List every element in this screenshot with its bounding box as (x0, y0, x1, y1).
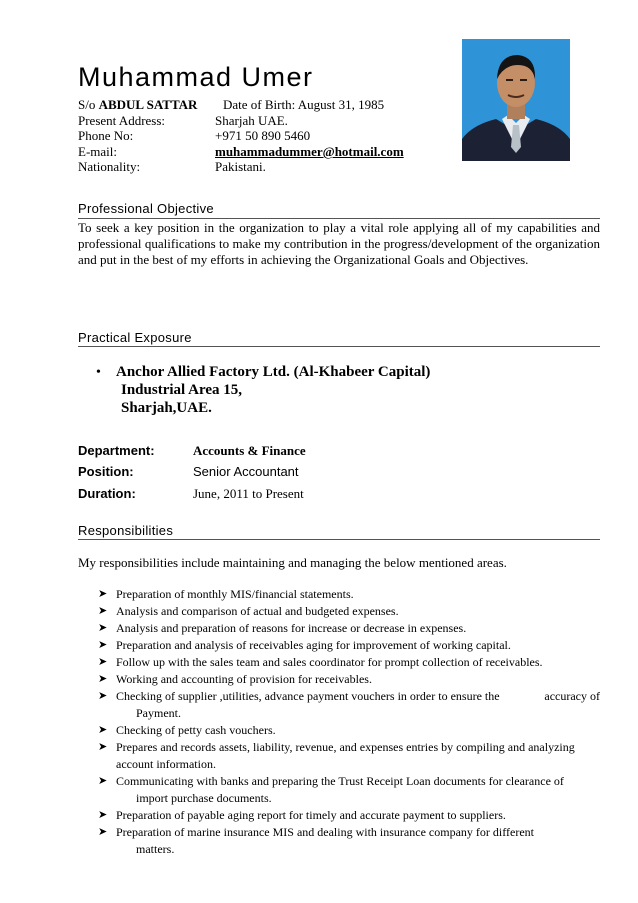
list-item-text: Analysis and preparation of reasons for increase or decrease in expenses. (116, 621, 467, 635)
email-link[interactable]: muhammadummer@hotmail.com (215, 144, 404, 159)
phone-label: Phone No: (78, 128, 134, 143)
list-item-text: Communicating with banks and preparing the Trust Receipt Loan documents for clearance of (116, 774, 564, 788)
arrow-bullet-icon: ➤ (98, 690, 108, 702)
list-item-text: Prepares and records assets, liability, revenue, and expenses entries by compiling and analyzing (116, 740, 575, 754)
objective-divider (78, 218, 600, 219)
list-item (98, 586, 600, 603)
exposure-divider (78, 346, 600, 347)
arrow-bullet-icon: ➤ (98, 673, 108, 685)
father-name: ABDUL SATTAR (98, 97, 198, 112)
dob-label: Date of Birth: (223, 97, 296, 112)
objective-text: To seek a key position in the organization to play a vital role applying all of my capabilities and professional qualifications to make my contribution in the progress/development of the organization and put in the best of my efforts in achieving the Organizational Goals and Objectives. (78, 220, 600, 267)
profile-photo (462, 39, 570, 161)
list-item (98, 603, 600, 620)
arrow-bullet-icon: ➤ (98, 605, 108, 617)
duration-label: Duration: (78, 486, 136, 501)
company-name: Anchor Allied Factory Ltd. (Al-Khabeer Capital) (116, 364, 431, 380)
arrow-bullet-icon: ➤ (98, 656, 108, 668)
arrow-bullet-icon: ➤ (98, 622, 108, 634)
email-label: E-mail: (78, 144, 117, 159)
profile-photo-image (462, 39, 570, 161)
company-address-line: Industrial Area 15, (121, 382, 242, 398)
candidate-name: Muhammad Umer (78, 62, 314, 92)
dob-value: August 31, 1985 (297, 97, 385, 112)
arrow-bullet-icon: ➤ (98, 775, 108, 787)
duration-value: June, 2011 to Present (193, 486, 304, 501)
address-value: Sharjah UAE. (215, 113, 288, 128)
list-item (98, 620, 600, 637)
list-item-text: Preparation and analysis of receivables aging for improvement of working capital. (116, 638, 511, 652)
nationality-label: Nationality: (78, 159, 141, 174)
exposure-heading: Practical Exposure (78, 330, 192, 345)
list-item-text-tail: accuracy of (544, 689, 600, 703)
nationality-value: Pakistani. (215, 159, 266, 174)
list-item (98, 824, 600, 858)
list-item (98, 807, 600, 824)
responsibilities-heading: Responsibilities (78, 523, 174, 538)
list-item-text: Working and accounting of provision for receivables. (116, 672, 372, 686)
list-item-text: Preparation of monthly MIS/financial statements. (116, 587, 354, 601)
list-item (98, 637, 600, 654)
list-item-text: Preparation of payable aging report for timely and accurate payment to suppliers. (116, 808, 506, 822)
objective-heading: Professional Objective (78, 201, 214, 216)
arrow-bullet-icon: ➤ (98, 724, 108, 736)
son-of-line (78, 97, 197, 113)
list-item-text: Analysis and comparison of actual and budgeted expenses. (116, 604, 399, 618)
phone-value: +971 50 890 5460 (215, 128, 311, 143)
list-item-continuation: Payment. (136, 706, 181, 720)
list-item (98, 654, 600, 671)
list-item (98, 722, 600, 739)
position-label: Position: (78, 464, 134, 479)
list-item (98, 688, 600, 722)
arrow-bullet-icon: ➤ (98, 826, 108, 838)
department-value: Accounts & Finance (193, 443, 306, 458)
arrow-bullet-icon: ➤ (98, 639, 108, 651)
list-item-continuation: matters. (136, 842, 175, 856)
list-item-text: Preparation of marine insurance MIS and dealing with insurance company for different (116, 825, 534, 839)
responsibilities-divider (78, 539, 600, 540)
position-value: Senior Accountant (193, 464, 299, 479)
list-item (98, 671, 600, 688)
son-of-prefix: S/o (78, 97, 96, 112)
list-item (98, 773, 600, 807)
bullet-dot-icon: • (96, 365, 101, 380)
list-item-text: Follow up with the sales team and sales coordinator for prompt collection of receivables. (116, 655, 543, 669)
list-item (98, 739, 600, 773)
dob-line (223, 97, 384, 113)
list-item-continuation: account information. (116, 757, 216, 771)
list-item-text: Checking of petty cash vouchers. (116, 723, 276, 737)
company-city: Sharjah,UAE. (121, 400, 212, 416)
arrow-bullet-icon: ➤ (98, 809, 108, 821)
address-label: Present Address: (78, 113, 166, 128)
responsibilities-intro: My responsibilities include maintaining and managing the below mentioned areas. (78, 555, 507, 570)
list-item-text: Checking of supplier ,utilities, advance payment vouchers in order to ensure the (116, 689, 500, 703)
department-label: Department: (78, 443, 155, 458)
arrow-bullet-icon: ➤ (98, 741, 108, 753)
list-item-continuation: import purchase documents. (136, 791, 272, 805)
responsibilities-list (98, 586, 600, 858)
arrow-bullet-icon: ➤ (98, 588, 108, 600)
